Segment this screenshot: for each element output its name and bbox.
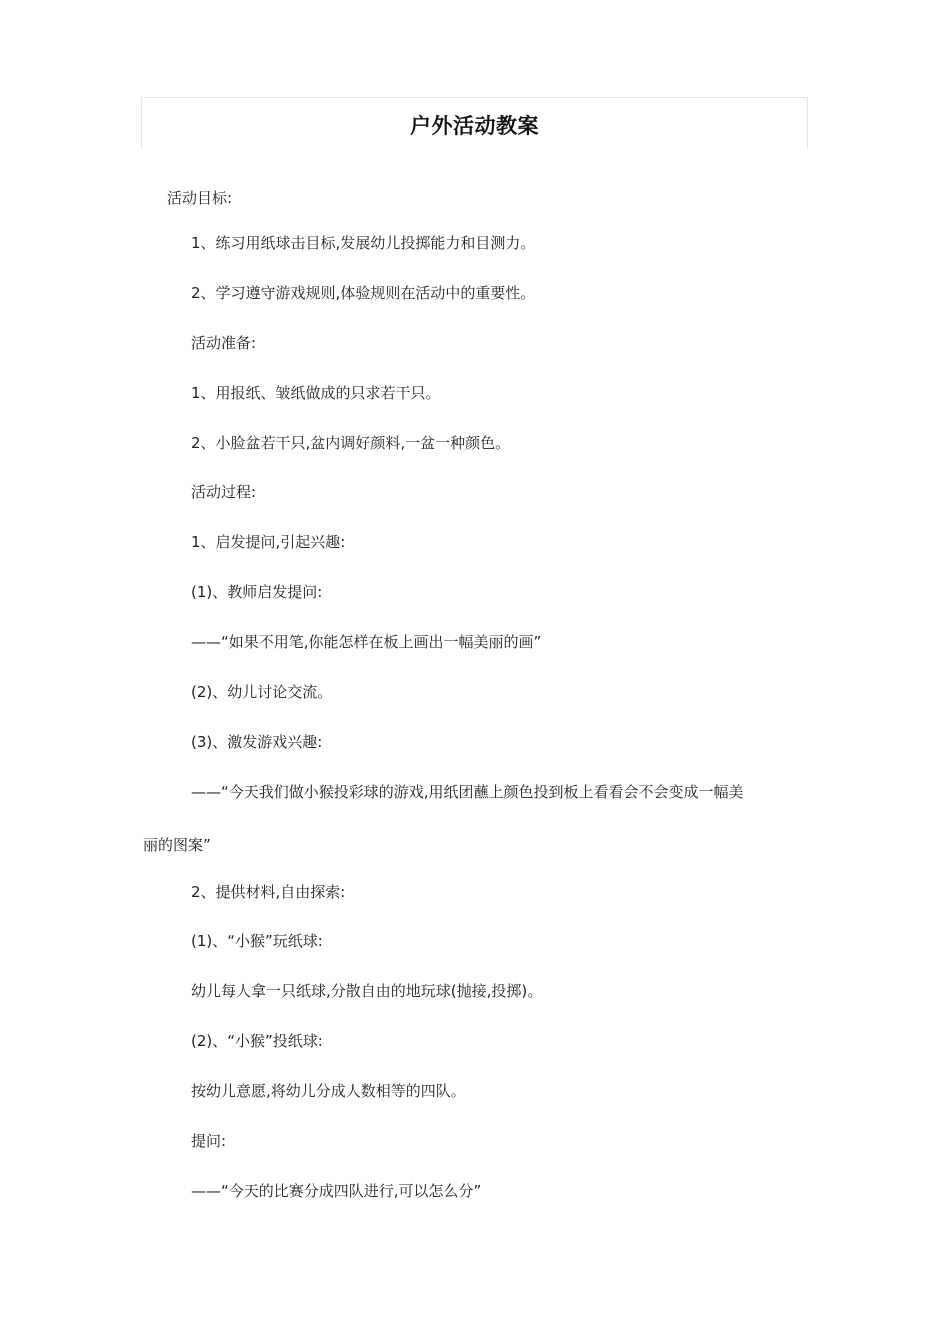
- paragraph: ——“今天我们做小猴投彩球的游戏,用纸团蘸上颜色投到板上看看会不会变成一幅美: [191, 783, 744, 801]
- paragraph: (3)、激发游戏兴趣:: [191, 733, 323, 751]
- paragraph: (1)、“小猴”玩纸球:: [191, 932, 323, 950]
- paragraph: 提问:: [191, 1132, 227, 1150]
- paragraph: ——“如果不用笔,你能怎样在板上画出一幅美丽的画”: [191, 633, 542, 651]
- paragraph: 1、启发提问,引起兴趣:: [191, 533, 346, 551]
- section-heading-preparation: 活动准备:: [191, 334, 257, 352]
- paragraph: ——“今天的比赛分成四队进行,可以怎么分”: [191, 1182, 482, 1200]
- title-box: [141, 97, 808, 149]
- paragraph: 1、练习用纸球击目标,发展幼儿投掷能力和目测力。: [191, 234, 536, 252]
- section-heading-goals: 活动目标:: [167, 189, 233, 207]
- section-heading-process: 活动过程:: [191, 483, 257, 501]
- paragraph: 2、小脸盆若干只,盆内调好颜料,一盆一种颜色。: [191, 434, 511, 452]
- paragraph: (1)、教师启发提问:: [191, 583, 323, 601]
- paragraph: 2、学习遵守游戏规则,体验规则在活动中的重要性。: [191, 284, 536, 302]
- paragraph: (2)、“小猴”投纸球:: [191, 1032, 323, 1050]
- document-title: 户外活动教案: [410, 114, 539, 138]
- paragraph: 1、用报纸、皱纸做成的只求若干只。: [191, 384, 441, 402]
- paragraph-continuation: 丽的图案”: [143, 836, 211, 854]
- paragraph: 按幼儿意愿,将幼儿分成人数相等的四队。: [191, 1082, 466, 1100]
- paragraph: 幼儿每人拿一只纸球,分散自由的地玩球(抛接,投掷)。: [191, 982, 543, 1000]
- paragraph: (2)、幼儿讨论交流。: [191, 683, 333, 701]
- paragraph: 2、提供材料,自由探索:: [191, 883, 346, 901]
